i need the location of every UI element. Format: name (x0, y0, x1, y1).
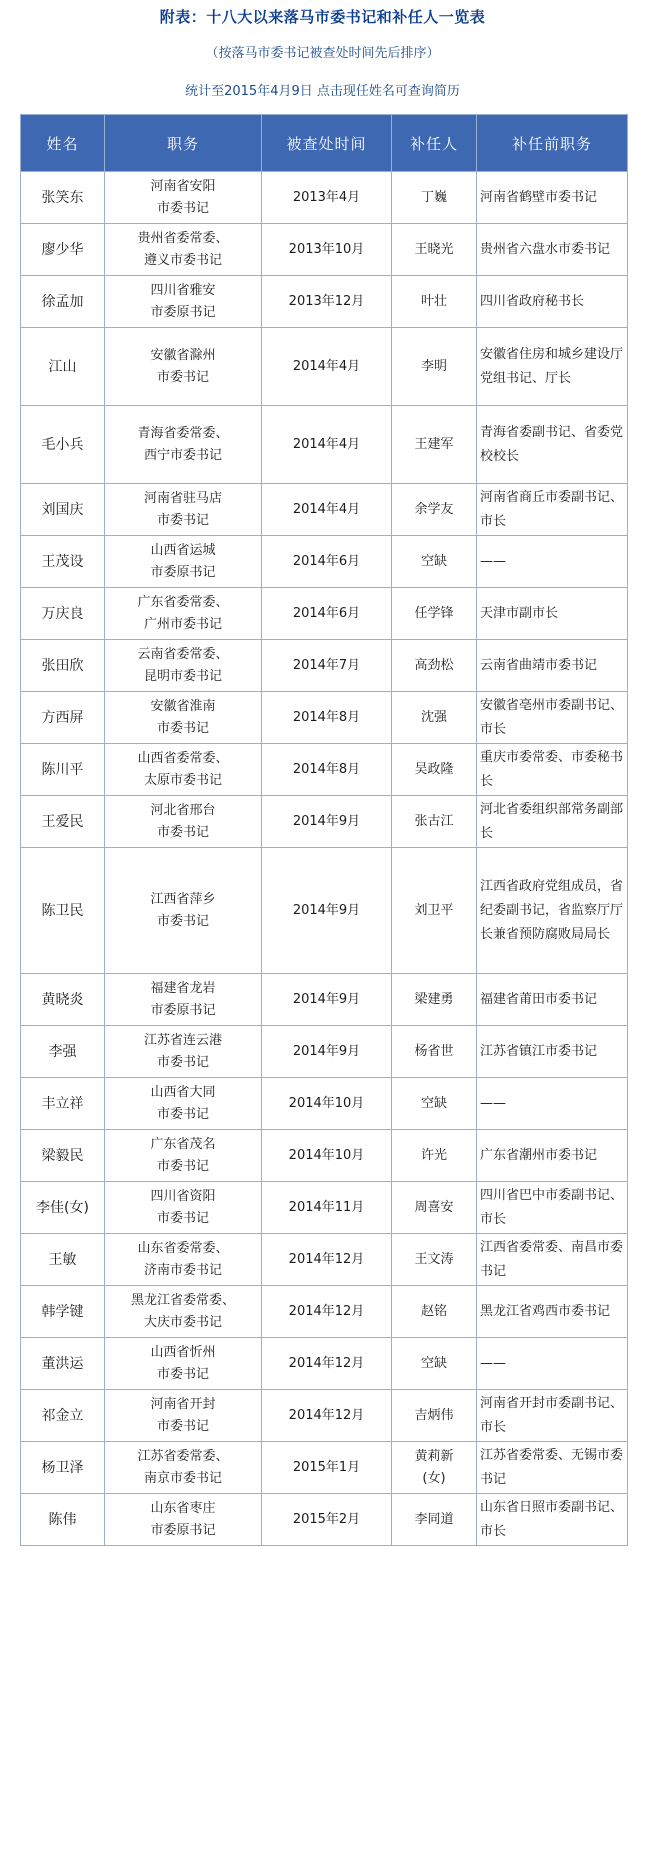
cell-successor-prev-position: 江西省政府党组成员，省纪委副书记，省监察厅厅长兼省预防腐败局局长 (477, 848, 628, 974)
table-row (21, 276, 628, 328)
cell-name[interactable]: 杨卫泽 (21, 1442, 105, 1494)
table-row (21, 1390, 628, 1442)
cell-position: 江苏省委常委、 南京市委书记 (105, 1442, 262, 1494)
cell-successor-prev-position: 江西省委常委、南昌市委书记 (477, 1234, 628, 1286)
cell-successor-prev-position: 山东省日照市委副书记、市长 (477, 1494, 628, 1546)
cell-name[interactable]: 王爱民 (21, 796, 105, 848)
cell-name[interactable]: 王敏 (21, 1234, 105, 1286)
table-header-row (21, 115, 628, 172)
cell-investigated-time: 2014年12月 (262, 1390, 392, 1442)
table-row (21, 536, 628, 588)
cell-investigated-time: 2015年2月 (262, 1494, 392, 1546)
table-row (21, 1078, 628, 1130)
table-row (21, 328, 628, 406)
cell-investigated-time: 2014年10月 (262, 1078, 392, 1130)
cell-position: 四川省资阳 市委书记 (105, 1182, 262, 1234)
cell-position: 河北省邢台 市委书记 (105, 796, 262, 848)
cell-successor[interactable]: 空缺 (392, 536, 477, 588)
cell-position: 山东省枣庄 市委原书记 (105, 1494, 262, 1546)
cell-investigated-time: 2014年12月 (262, 1286, 392, 1338)
cell-name[interactable]: 韩学键 (21, 1286, 105, 1338)
cell-investigated-time: 2014年7月 (262, 640, 392, 692)
cell-successor[interactable]: 丁巍 (392, 172, 477, 224)
cell-name[interactable]: 陈伟 (21, 1494, 105, 1546)
cell-position: 福建省龙岩 市委原书记 (105, 974, 262, 1026)
cell-successor[interactable]: 王晓光 (392, 224, 477, 276)
cell-successor[interactable]: 叶壮 (392, 276, 477, 328)
cell-investigated-time: 2014年6月 (262, 536, 392, 588)
cell-successor[interactable]: 沈强 (392, 692, 477, 744)
cell-successor[interactable]: 空缺 (392, 1338, 477, 1390)
table-row (21, 1338, 628, 1390)
cell-successor-prev-position: 四川省巴中市委副书记、市长 (477, 1182, 628, 1234)
cell-position: 青海省委常委、 西宁市委书记 (105, 406, 262, 484)
cell-position: 安徽省淮南 市委书记 (105, 692, 262, 744)
cell-position: 广东省茂名 市委书记 (105, 1130, 262, 1182)
cell-successor-prev-position: 河北省委组织部常务副部长 (477, 796, 628, 848)
table-row (21, 172, 628, 224)
cell-position: 山东省委常委、 济南市委书记 (105, 1234, 262, 1286)
cell-name[interactable]: 方西屏 (21, 692, 105, 744)
cell-investigated-time: 2014年12月 (262, 1234, 392, 1286)
table-row (21, 974, 628, 1026)
cell-name[interactable]: 黄晓炎 (21, 974, 105, 1026)
cell-successor[interactable]: 周喜安 (392, 1182, 477, 1234)
table-row (21, 848, 628, 974)
table-row (21, 1182, 628, 1234)
cell-name[interactable]: 廖少华 (21, 224, 105, 276)
cell-investigated-time: 2014年8月 (262, 692, 392, 744)
table-row (21, 484, 628, 536)
cell-position: 安徽省滁州 市委书记 (105, 328, 262, 406)
header-investigated-time: 被查处时间 (262, 115, 392, 172)
cell-name[interactable]: 梁毅民 (21, 1130, 105, 1182)
cell-successor-prev-position: 河南省开封市委副书记、市长 (477, 1390, 628, 1442)
cell-name[interactable]: 陈卫民 (21, 848, 105, 974)
cell-successor-prev-position: 广东省潮州市委书记 (477, 1130, 628, 1182)
cell-successor[interactable]: 梁建勇 (392, 974, 477, 1026)
cell-investigated-time: 2014年8月 (262, 744, 392, 796)
cell-name[interactable]: 张笑东 (21, 172, 105, 224)
cell-successor-prev-position: —— (477, 1338, 628, 1390)
cell-successor[interactable]: 任学锋 (392, 588, 477, 640)
cell-successor-prev-position: —— (477, 1078, 628, 1130)
cell-name[interactable]: 丰立祥 (21, 1078, 105, 1130)
cell-successor[interactable]: 吉炳伟 (392, 1390, 477, 1442)
cell-name[interactable]: 祁金立 (21, 1390, 105, 1442)
cell-successor-prev-position: —— (477, 536, 628, 588)
cell-successor-prev-position: 青海省委副书记、省委党校校长 (477, 406, 628, 484)
table-row (21, 1026, 628, 1078)
cell-investigated-time: 2013年4月 (262, 172, 392, 224)
cell-successor-prev-position: 黑龙江省鸡西市委书记 (477, 1286, 628, 1338)
cell-successor-prev-position: 河南省商丘市委副书记、市长 (477, 484, 628, 536)
cell-successor[interactable]: 李同道 (392, 1494, 477, 1546)
cell-name[interactable]: 毛小兵 (21, 406, 105, 484)
cell-investigated-time: 2014年4月 (262, 406, 392, 484)
cell-position: 山西省委常委、 太原市委书记 (105, 744, 262, 796)
cell-investigated-time: 2014年9月 (262, 796, 392, 848)
cell-name[interactable]: 李强 (21, 1026, 105, 1078)
cell-investigated-time: 2014年6月 (262, 588, 392, 640)
table-row (21, 588, 628, 640)
cell-name[interactable]: 李佳(女) (21, 1182, 105, 1234)
cell-position: 山西省大同 市委书记 (105, 1078, 262, 1130)
cell-successor-prev-position: 福建省莆田市委书记 (477, 974, 628, 1026)
cell-successor-prev-position: 贵州省六盘水市委书记 (477, 224, 628, 276)
cell-successor-prev-position: 安徽省亳州市委副书记、市长 (477, 692, 628, 744)
cell-successor[interactable]: 许光 (392, 1130, 477, 1182)
cell-position: 山西省忻州 市委书记 (105, 1338, 262, 1390)
officials-table (20, 114, 628, 1546)
cell-investigated-time: 2014年10月 (262, 1130, 392, 1182)
cell-successor-prev-position: 四川省政府秘书长 (477, 276, 628, 328)
table-row (21, 1286, 628, 1338)
table-row (21, 692, 628, 744)
header-position: 职务 (105, 115, 262, 172)
cell-position: 河南省安阳 市委书记 (105, 172, 262, 224)
table-row (21, 1130, 628, 1182)
cell-investigated-time: 2013年12月 (262, 276, 392, 328)
cell-successor-prev-position: 天津市副市长 (477, 588, 628, 640)
cell-name[interactable]: 刘国庆 (21, 484, 105, 536)
header-successor: 补任人 (392, 115, 477, 172)
cell-successor[interactable]: 高劲松 (392, 640, 477, 692)
cell-name[interactable]: 董洪运 (21, 1338, 105, 1390)
cell-successor[interactable]: 余学友 (392, 484, 477, 536)
cell-successor[interactable]: 李明 (392, 328, 477, 406)
cell-position: 黑龙江省委常委、 大庆市委书记 (105, 1286, 262, 1338)
cell-name[interactable]: 徐孟加 (21, 276, 105, 328)
cell-position: 山西省运城 市委原书记 (105, 536, 262, 588)
cell-investigated-time: 2014年9月 (262, 848, 392, 974)
cell-successor-prev-position: 河南省鹤壁市委书记 (477, 172, 628, 224)
cell-successor[interactable]: 刘卫平 (392, 848, 477, 974)
cell-investigated-time: 2014年9月 (262, 1026, 392, 1078)
cell-successor[interactable]: 张古江 (392, 796, 477, 848)
cell-successor[interactable]: 吴政隆 (392, 744, 477, 796)
cell-successor[interactable]: 空缺 (392, 1078, 477, 1130)
table-row (21, 1494, 628, 1546)
cell-position: 河南省驻马店 市委书记 (105, 484, 262, 536)
cell-position: 江苏省连云港 市委书记 (105, 1026, 262, 1078)
cell-successor[interactable]: 杨省世 (392, 1026, 477, 1078)
cell-investigated-time: 2014年12月 (262, 1338, 392, 1390)
page-subtitle: （按落马市委书记被查处时间先后排序） (205, 46, 440, 61)
table-row (21, 1442, 628, 1494)
header-successor-prev-position: 补任前职务 (477, 115, 628, 172)
cell-position: 四川省雅安 市委原书记 (105, 276, 262, 328)
header-name: 姓名 (21, 115, 105, 172)
stats-note: 统计至2015年4月9日 点击现任姓名可查询简历 (185, 84, 460, 99)
table-row (21, 796, 628, 848)
cell-position: 江西省萍乡 市委书记 (105, 848, 262, 974)
cell-position: 河南省开封 市委书记 (105, 1390, 262, 1442)
cell-position: 云南省委常委、 昆明市委书记 (105, 640, 262, 692)
cell-successor-prev-position: 江苏省委常委、无锡市委书记 (477, 1442, 628, 1494)
cell-position: 广东省委常委、 广州市委书记 (105, 588, 262, 640)
cell-name[interactable]: 万庆良 (21, 588, 105, 640)
cell-successor-prev-position: 云南省曲靖市委书记 (477, 640, 628, 692)
table-row (21, 224, 628, 276)
cell-successor[interactable]: 黄莉新 (女) (392, 1442, 477, 1494)
cell-successor[interactable]: 赵铭 (392, 1286, 477, 1338)
table-row (21, 640, 628, 692)
cell-investigated-time: 2014年4月 (262, 484, 392, 536)
table-row (21, 406, 628, 484)
page-title: 附表：十八大以来落马市委书记和补任人一览表 (159, 8, 486, 26)
cell-successor-prev-position: 安徽省住房和城乡建设厅党组书记、厅长 (477, 328, 628, 406)
cell-investigated-time: 2014年9月 (262, 974, 392, 1026)
table-row (21, 744, 628, 796)
cell-investigated-time: 2015年1月 (262, 1442, 392, 1494)
table-row (21, 1234, 628, 1286)
cell-successor[interactable]: 王建军 (392, 406, 477, 484)
cell-successor-prev-position: 江苏省镇江市委书记 (477, 1026, 628, 1078)
cell-position: 贵州省委常委、 遵义市委书记 (105, 224, 262, 276)
cell-name[interactable]: 王茂设 (21, 536, 105, 588)
cell-investigated-time: 2014年11月 (262, 1182, 392, 1234)
cell-name[interactable]: 江山 (21, 328, 105, 406)
cell-name[interactable]: 陈川平 (21, 744, 105, 796)
cell-investigated-time: 2014年4月 (262, 328, 392, 406)
table-body (21, 172, 628, 1546)
cell-investigated-time: 2013年10月 (262, 224, 392, 276)
officials-table-container (20, 114, 627, 1546)
cell-name[interactable]: 张田欣 (21, 640, 105, 692)
cell-successor-prev-position: 重庆市委常委、市委秘书长 (477, 744, 628, 796)
cell-successor[interactable]: 王文涛 (392, 1234, 477, 1286)
